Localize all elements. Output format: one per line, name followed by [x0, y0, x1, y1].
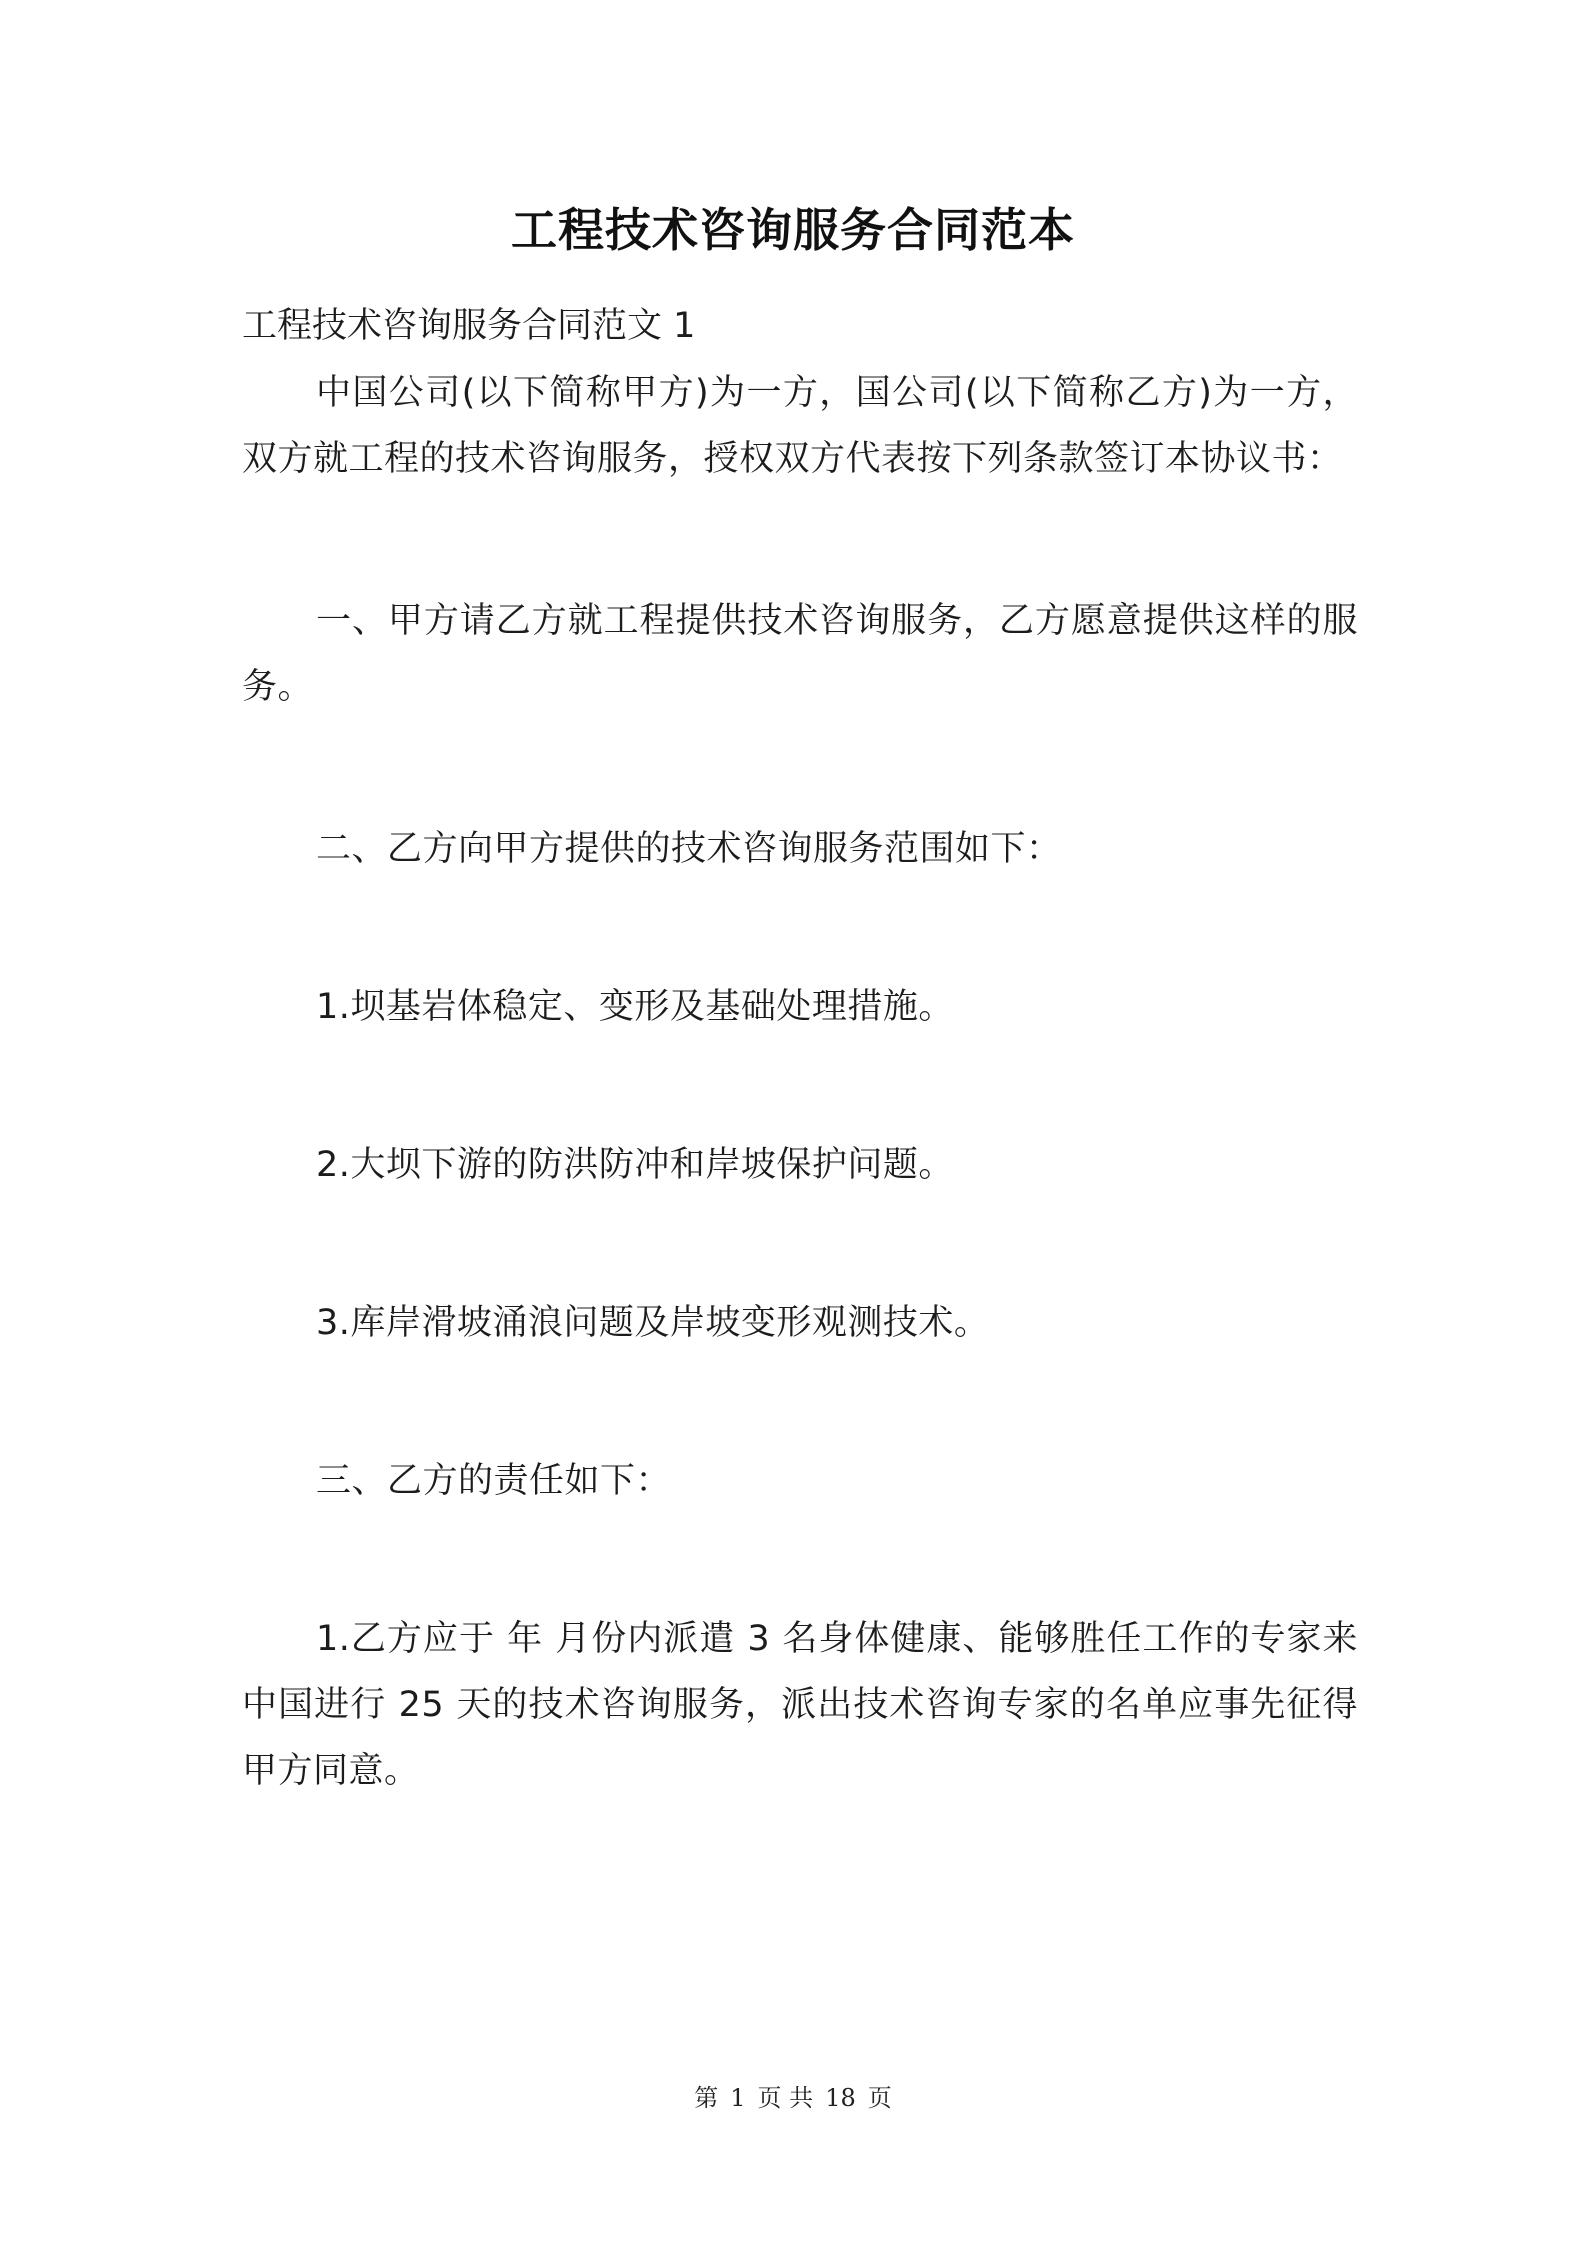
document-subtitle: 工程技术咨询服务合同范文 1	[242, 306, 696, 346]
document-title: 工程技术咨询服务合同范本	[511, 203, 1075, 257]
paragraph-item-3: 3.库岸滑坡涌浪问题及岸坡变形观测技术。	[316, 1303, 990, 1343]
spacer	[242, 1040, 1358, 1132]
paragraph-duty-1: 1.乙方应于 年 月份内派遣 3 名身体健康、能够胜任工作的专家来中国进行 25 天的技术咨询服务，派出技术咨询专家的名单应事先征得甲方同意。	[242, 1619, 1358, 1791]
paragraph-clause-3: 三、乙方的责任如下：	[316, 1461, 672, 1501]
page-footer	[0, 2082, 1586, 2114]
spacer	[242, 1514, 1358, 1606]
page-number-total: 18	[825, 2084, 856, 2112]
paragraph-item-1: 1.坝基岩体稳定、变形及基础处理措施。	[316, 987, 954, 1027]
footer-label-post: 页	[867, 2084, 892, 2112]
paragraph-clause-1: 一、甲方请乙方就工程提供技术咨询服务，乙方愿意提供这样的服务。	[242, 601, 1358, 707]
spacer	[242, 720, 1358, 816]
footer-label-pre: 第	[694, 2084, 719, 2112]
paragraph-intro: 中国公司(以下简称甲方)为一方，国公司(以下简称乙方)为一方，双方就工程的技术咨询服务，授权双方代表按下列条款签订本协议书：	[242, 373, 1358, 479]
spacer	[242, 882, 1358, 974]
page-number-current: 1	[730, 2084, 746, 2112]
paragraph-clause-2: 二、乙方向甲方提供的技术咨询服务范围如下：	[316, 829, 1062, 869]
document-body	[242, 292, 1358, 1804]
spacer	[242, 492, 1358, 588]
spacer	[242, 1356, 1358, 1448]
spacer	[242, 1198, 1358, 1290]
footer-label-mid: 页 共	[757, 2084, 814, 2112]
paragraph-item-2: 2.大坝下游的防洪防冲和岸坡保护问题。	[316, 1145, 954, 1185]
